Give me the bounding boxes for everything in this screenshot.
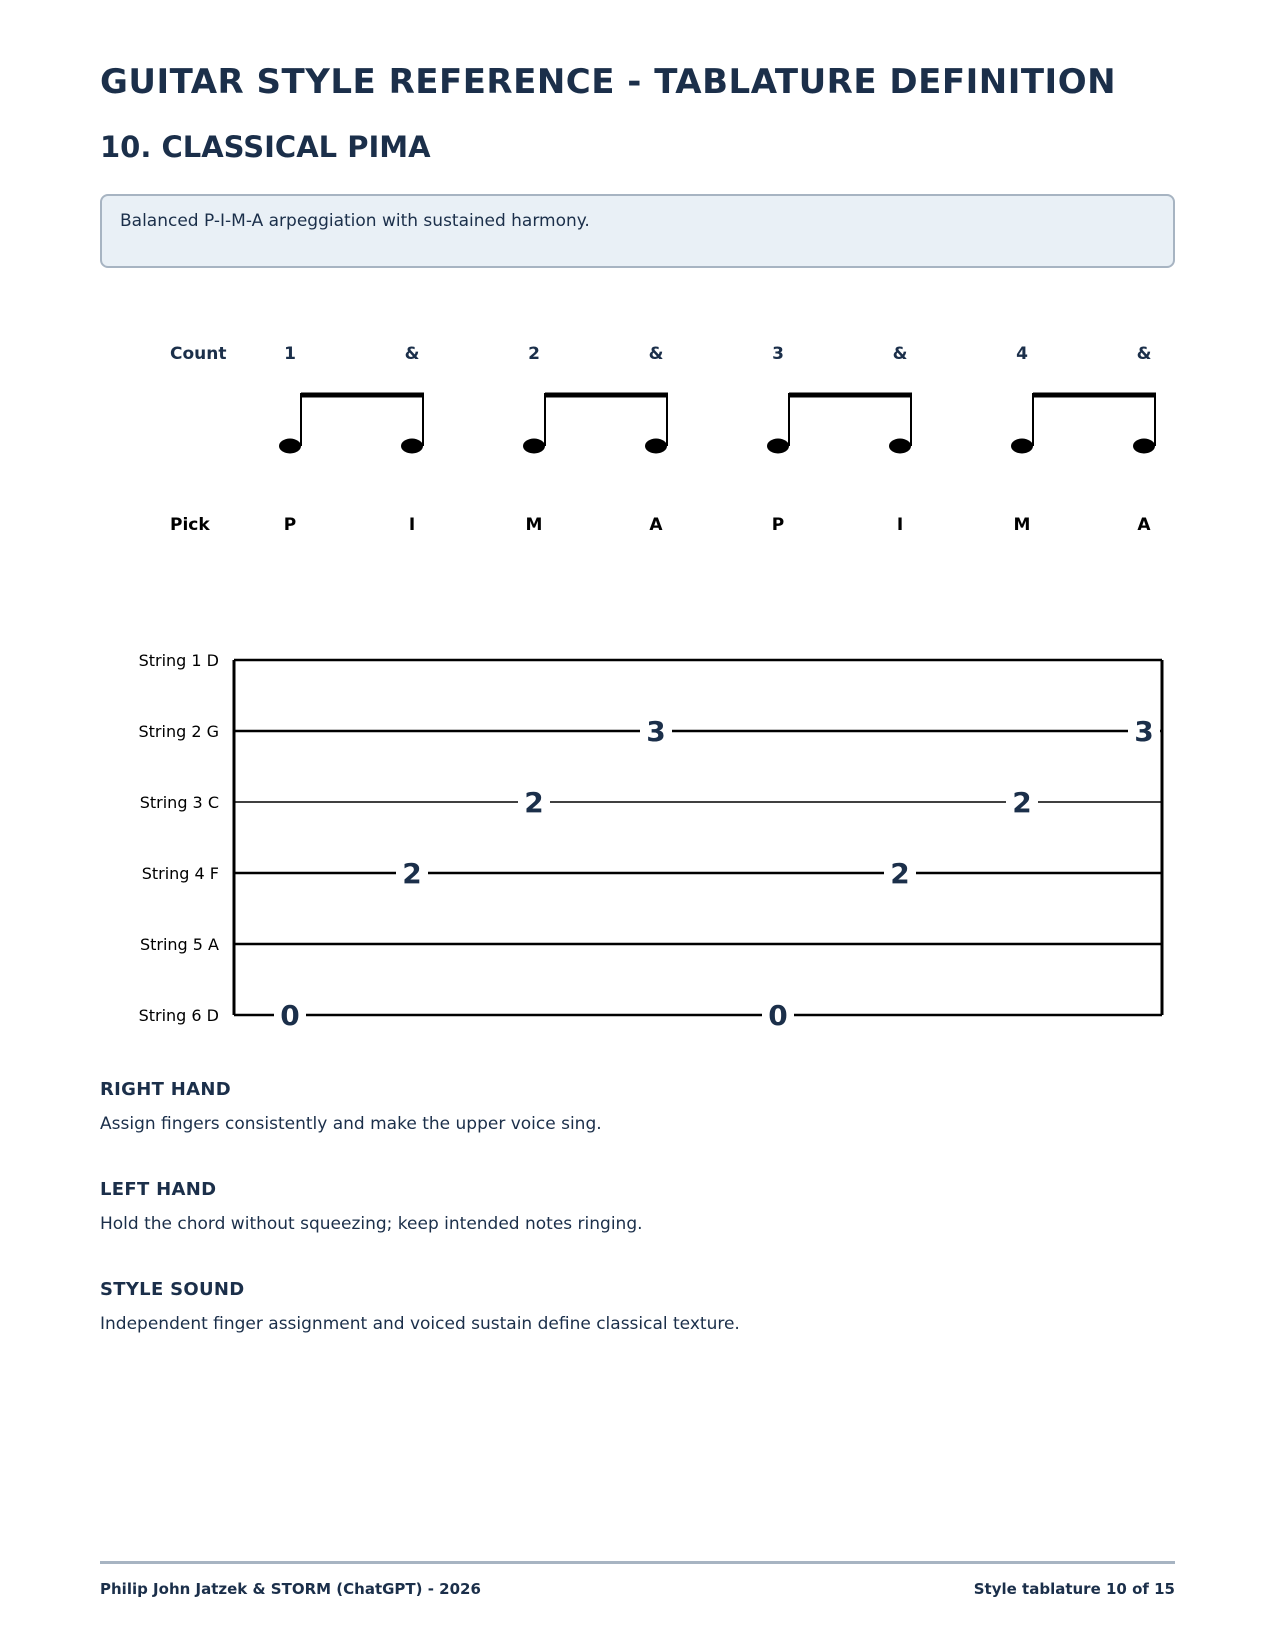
fret-number: 2 [402,857,422,890]
footer-page-number: Style tablature 10 of 15 [973,1580,1175,1598]
style-sound-heading: STYLE SOUND [100,1279,245,1300]
fret-number: 0 [280,999,300,1032]
pick-finger-mark: I [408,515,416,535]
summary-text: Balanced P-I-M-A arpeggiation with sustained harmony. [120,211,590,231]
count-mark: 2 [528,344,540,364]
pick-row-label: Pick [170,515,210,535]
tab-string-label: String 1 D [138,651,219,670]
pick-finger-mark: P [771,515,785,535]
fret-number: 2 [890,857,910,890]
fret-number: 3 [646,715,666,748]
document-title: GUITAR STYLE REFERENCE - TABLATURE DEFINITION [100,62,1117,102]
tab-string-label: String 5 A [139,935,219,954]
note-head [645,439,667,454]
style-sound-text: Independent finger assignment and voiced sustain define classical texture. [100,1314,740,1334]
note-head [523,439,545,454]
pick-finger-mark: A [1137,515,1151,535]
left-hand-text: Hold the chord without squeezing; keep intended notes ringing. [100,1214,643,1234]
note-head [1011,439,1033,454]
count-mark: & [648,344,664,364]
note-head [767,439,789,454]
tab-string-label: String 6 D [138,1006,219,1025]
pick-finger-mark: M [1013,515,1031,535]
tab-string-label: String 3 C [139,793,219,812]
pick-finger-mark: A [649,515,663,535]
tab-string-label: String 2 G [138,722,219,741]
pick-finger-mark: P [283,515,297,535]
note-head [401,439,423,454]
count-row-label: Count [170,344,227,364]
tab-string-label: String 4 F [141,864,219,883]
footer-divider [100,1561,1175,1564]
pick-finger-mark: I [896,515,904,535]
section-title: 10. CLASSICAL PIMA [100,130,431,164]
note-head [279,439,301,454]
fret-number: 2 [1012,786,1032,819]
note-head [1133,439,1155,454]
left-hand-heading: LEFT HAND [100,1179,217,1200]
tablature-staff [139,651,1163,1032]
count-mark: 1 [284,344,296,364]
right-hand-text: Assign fingers consistently and make the upper voice sing. [100,1114,602,1134]
note-head [889,439,911,454]
count-mark: & [892,344,908,364]
count-mark: & [404,344,420,364]
count-mark: 4 [1016,344,1028,364]
rhythm-notation [279,344,1156,535]
footer-credit: Philip John Jatzek & STORM (ChatGPT) - 2026 [100,1580,481,1598]
fret-number: 0 [768,999,788,1032]
fret-number: 2 [524,786,544,819]
fret-number: 3 [1134,715,1154,748]
pick-finger-mark: M [525,515,543,535]
count-mark: & [1136,344,1152,364]
right-hand-heading: RIGHT HAND [100,1079,231,1100]
count-mark: 3 [772,344,784,364]
